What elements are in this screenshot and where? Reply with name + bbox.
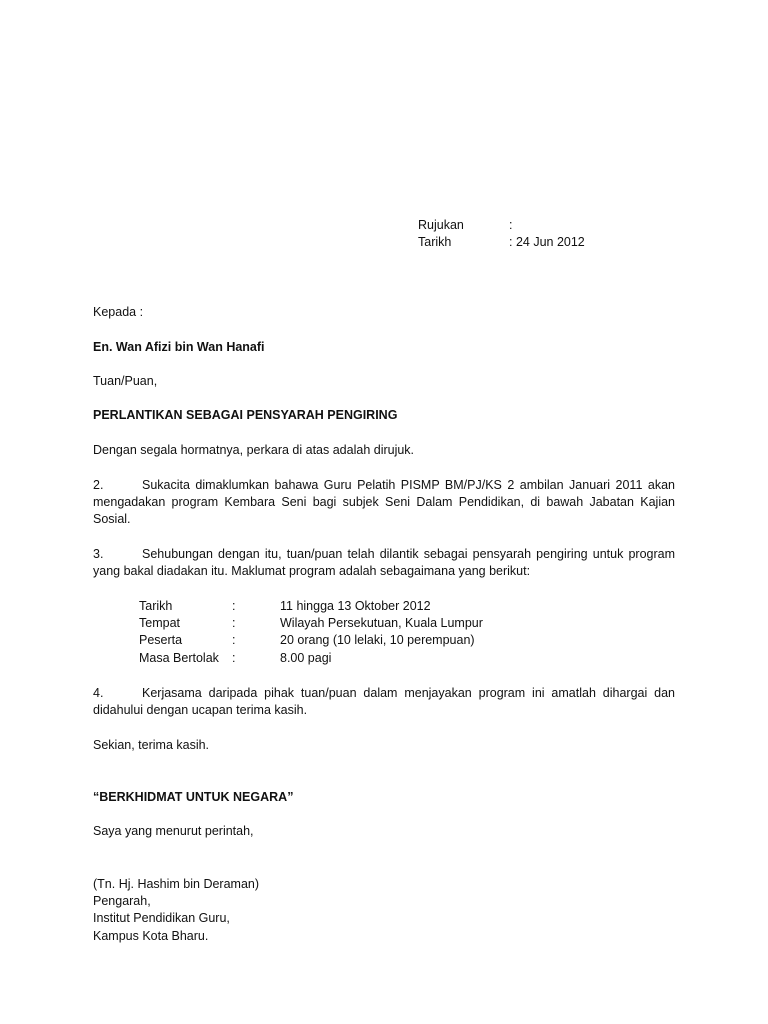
paragraph-text: Kerjasama daripada pihak tuan/puan dalam menjayakan program ini amatlah dihargai dan didahului dengan ucapan terima kasih.: [93, 686, 675, 717]
detail-value: 11 hingga 13 Oktober 2012: [280, 599, 431, 613]
detail-colon: :: [232, 633, 236, 647]
signatory-title: Pengarah,: [93, 894, 151, 908]
detail-colon: :: [232, 651, 236, 665]
letter-subject: PERLANTIKAN SEBAGAI PENSYARAH PENGIRING: [93, 408, 398, 422]
tarikh-label: Tarikh: [418, 235, 452, 249]
salutation: Tuan/Puan,: [93, 374, 158, 388]
detail-label: Peserta: [139, 633, 183, 647]
detail-colon: :: [232, 599, 236, 613]
paragraph-number: 3.: [93, 547, 104, 561]
detail-value: 20 orang (10 lelaki, 10 perempuan): [280, 633, 475, 647]
detail-label: Masa Bertolak: [139, 651, 219, 665]
signatory-institution: Institut Pendidikan Guru,: [93, 911, 230, 925]
kepada-label: Kepada :: [93, 305, 144, 319]
motto: “BERKHIDMAT UNTUK NEGARA”: [93, 790, 294, 804]
detail-label: Tempat: [139, 616, 180, 630]
detail-label: Tarikh: [139, 599, 173, 613]
opening-line: Dengan segala hormatnya, perkara di atas adalah dirujuk.: [93, 443, 415, 457]
paragraph-number: 4.: [93, 686, 104, 700]
paragraph-4: [93, 685, 675, 719]
rujukan-label: Rujukan: [418, 218, 464, 232]
detail-colon: :: [232, 616, 236, 630]
detail-value: 8.00 pagi: [280, 651, 332, 665]
rujukan-value: :: [509, 218, 513, 232]
paragraph-3: [93, 546, 675, 580]
detail-value: Wilayah Persekutuan, Kuala Lumpur: [280, 616, 483, 630]
paragraph-number: 2.: [93, 478, 104, 492]
tarikh-value: : 24 Jun 2012: [509, 235, 585, 249]
closing-line: Sekian, terima kasih.: [93, 738, 210, 752]
recipient-name: En. Wan Afizi bin Wan Hanafi: [93, 340, 265, 354]
by-order-line: Saya yang menurut perintah,: [93, 824, 254, 838]
paragraph-text: Sukacita dimaklumkan bahawa Guru Pelatih PISMP BM/PJ/KS 2 ambilan Januari 2011 akan mengadakan program Kembara Seni bagi subjek Seni Dalam Pendidikan, di bawah Jabatan Kajian Sosial.: [93, 478, 675, 526]
paragraph-text: Sehubungan dengan itu, tuan/puan telah dilantik sebagai pensyarah pengiring untuk program yang bakal diadakan itu. Maklumat program adalah sebagaimana yang berikut:: [93, 547, 675, 578]
signatory-name: (Tn. Hj. Hashim bin Deraman): [93, 877, 260, 891]
signatory-campus: Kampus Kota Bharu.: [93, 929, 209, 943]
paragraph-2: [93, 477, 675, 528]
